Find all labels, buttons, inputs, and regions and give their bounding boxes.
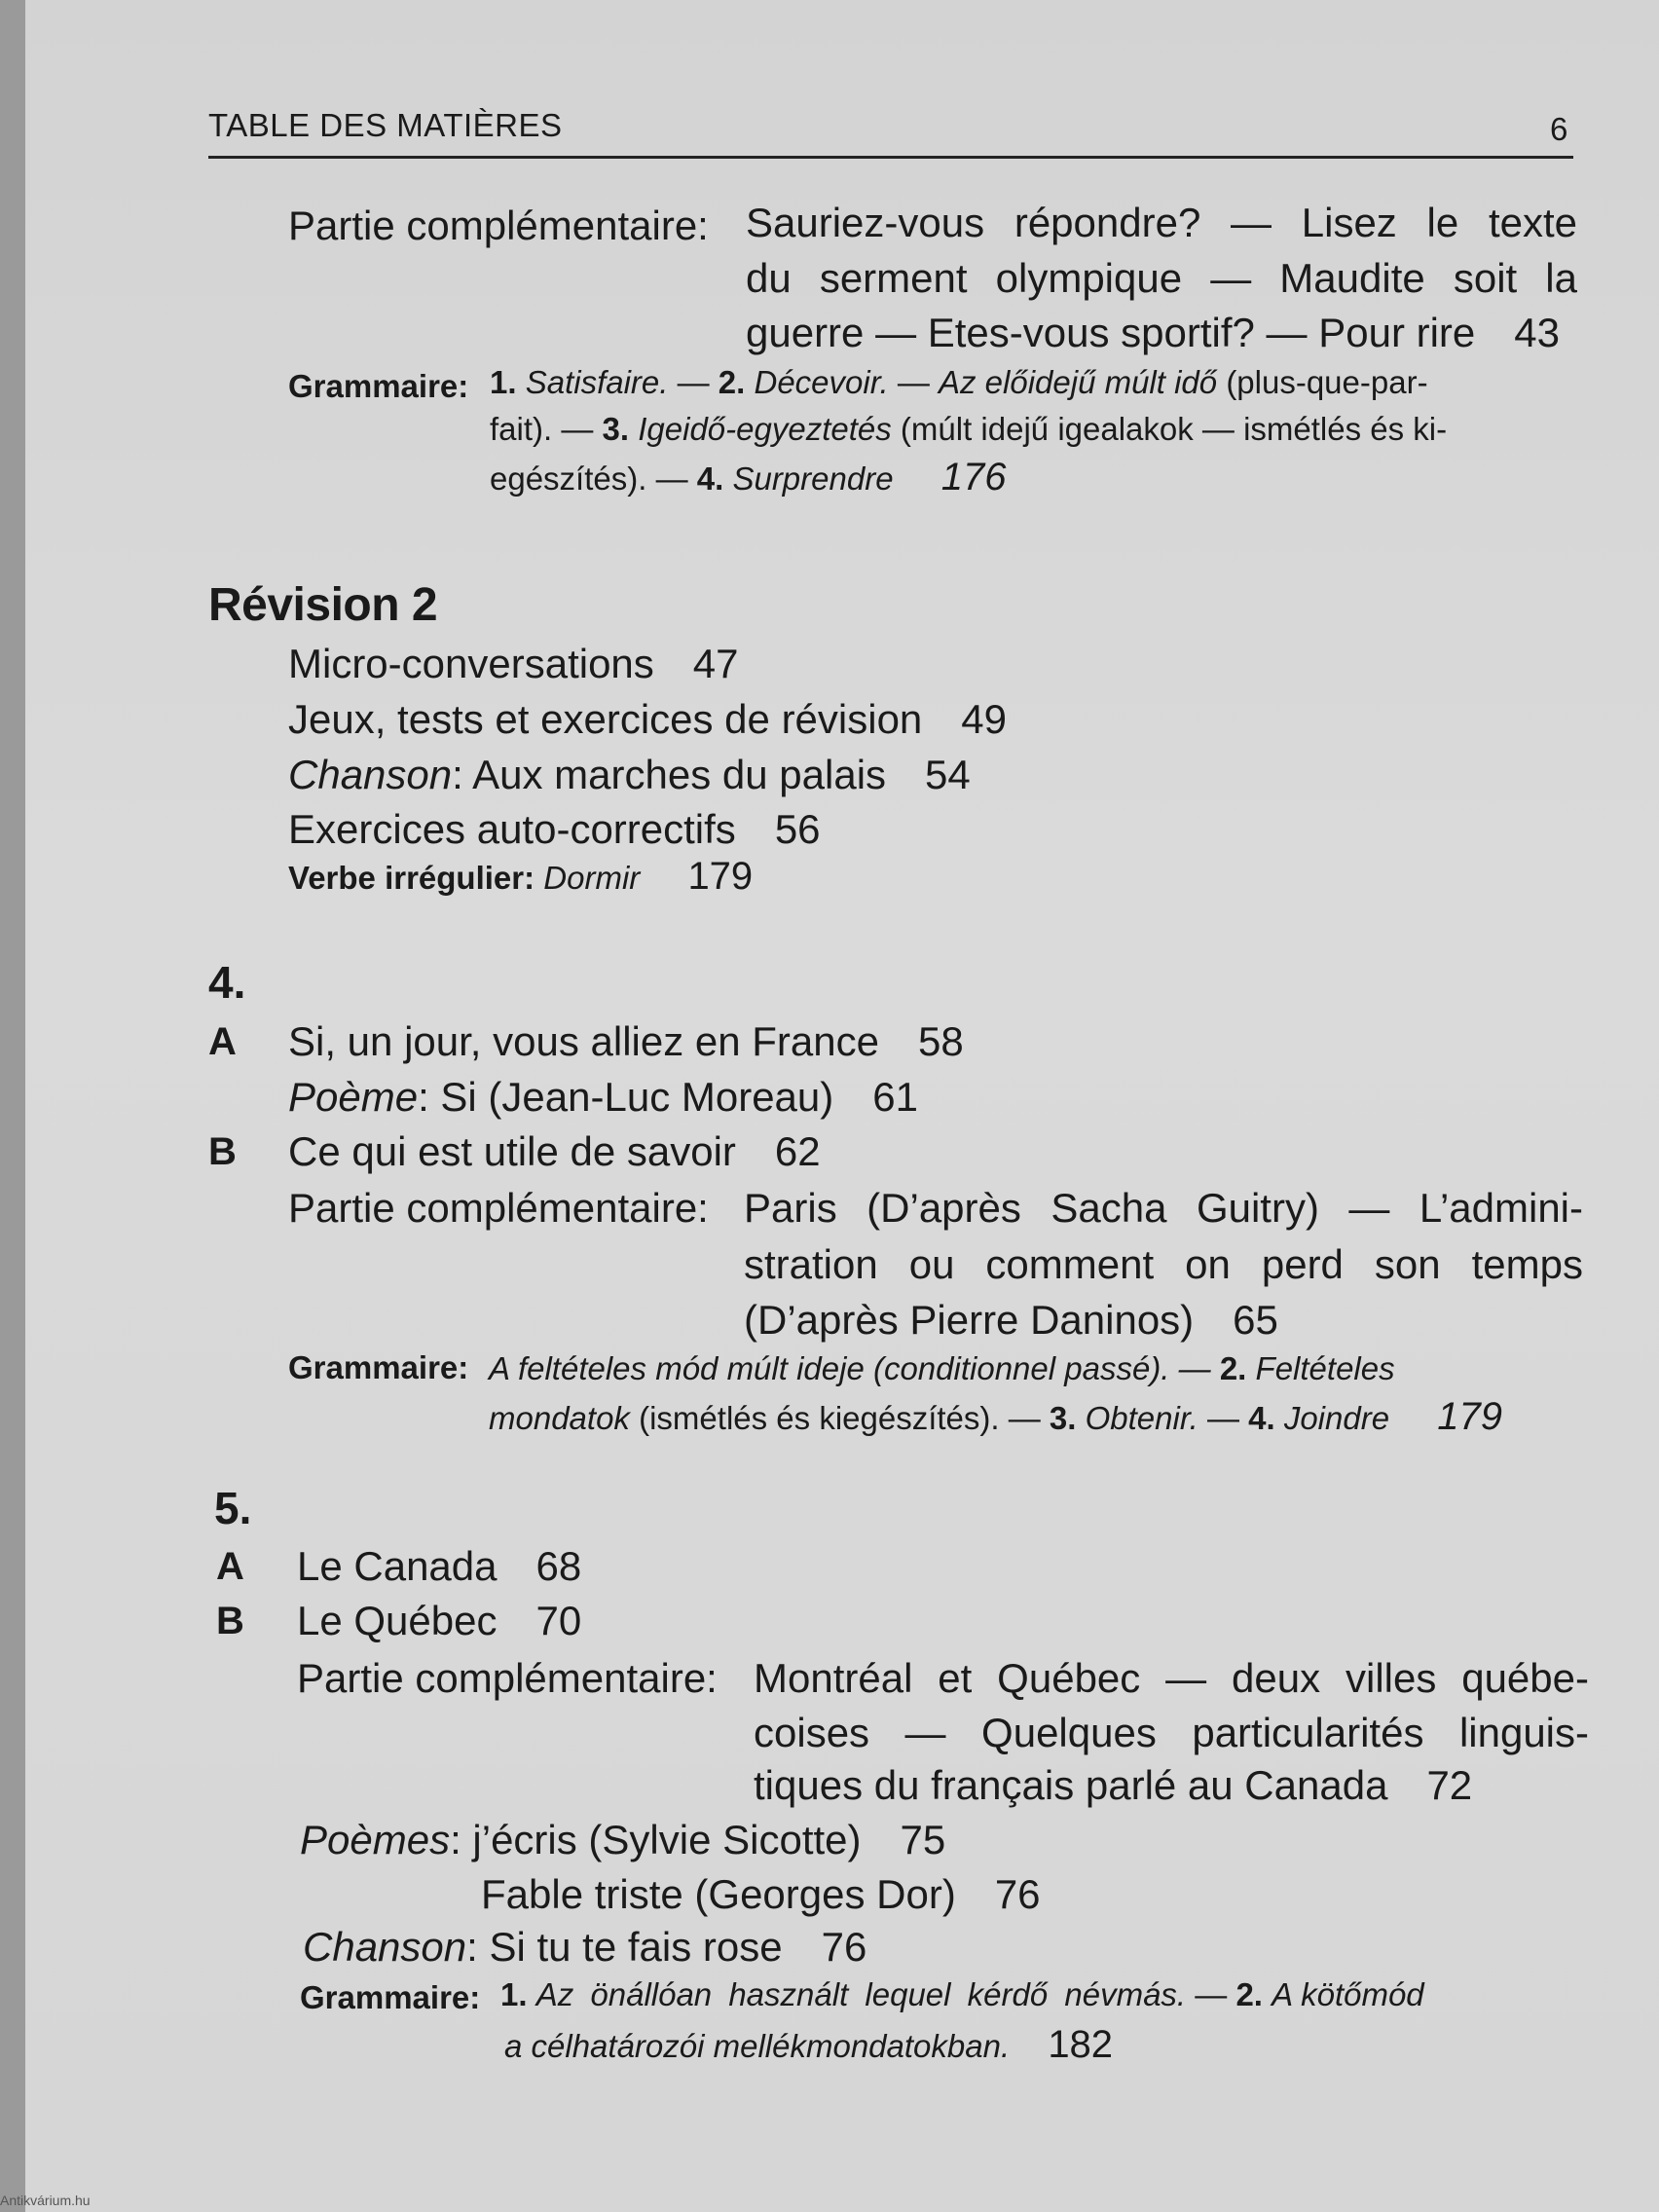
toc-page-number: 68 bbox=[535, 1543, 582, 1589]
toc-entry bbox=[288, 1074, 918, 1121]
toc-text-line: coises — Quelques particularités linguis- bbox=[754, 1710, 1589, 1755]
toc-text: Micro-conversations bbox=[288, 641, 654, 686]
grammar-topic: Igeidő-egyeztetés bbox=[638, 411, 892, 447]
toc-page-number: 179 bbox=[1437, 1395, 1502, 1438]
toc-page-number: 176 bbox=[940, 456, 1007, 498]
partie-complementaire-label: Partie complémentaire: bbox=[297, 1655, 718, 1701]
item-number: 1. bbox=[500, 1976, 528, 2012]
toc-page-number: 179 bbox=[687, 855, 754, 898]
verbe-irregulier bbox=[288, 855, 753, 899]
toc-text: Ce qui est utile de savoir bbox=[288, 1128, 736, 1174]
separator: — bbox=[1206, 1400, 1239, 1436]
toc-entry bbox=[288, 806, 821, 853]
grammaire-label: Grammaire: bbox=[288, 368, 469, 404]
section-letter: B bbox=[216, 1600, 244, 1642]
item-number: 4. bbox=[696, 461, 724, 497]
toc-text-line bbox=[744, 1297, 1278, 1344]
separator: — bbox=[1195, 1976, 1228, 2012]
toc-text: : Si (Jean-Luc Moreau) bbox=[418, 1074, 834, 1120]
grammar-note: egészítés). — bbox=[490, 461, 688, 497]
toc-text: (D’après Pierre Daninos) bbox=[744, 1297, 1195, 1343]
toc-page-number: 58 bbox=[918, 1018, 964, 1064]
grammar-topic: Obtenir. bbox=[1085, 1400, 1198, 1436]
toc-genre: Poèmes bbox=[300, 1817, 451, 1862]
toc-entry bbox=[288, 1128, 821, 1175]
grammar-topic: Az előidejű múlt idő bbox=[938, 364, 1218, 400]
toc-text-line: du serment olympique — Maudite soit la bbox=[746, 255, 1577, 301]
toc-text-line: stration ou comment on perd son temps bbox=[744, 1241, 1583, 1287]
unit-number: 5. bbox=[214, 1483, 252, 1533]
toc-page-number: 76 bbox=[821, 1924, 867, 1970]
toc-page-number: 70 bbox=[535, 1598, 582, 1643]
grammar-topic: mondatok bbox=[489, 1400, 630, 1436]
toc-text-line: Paris (D’après Sacha Guitry) — L’admini- bbox=[744, 1185, 1583, 1231]
separator: — bbox=[677, 364, 710, 400]
section-letter: A bbox=[208, 1020, 237, 1063]
toc-text: Le Canada bbox=[297, 1543, 498, 1589]
toc-entry bbox=[297, 1543, 581, 1590]
verbe-name: Dormir bbox=[543, 860, 641, 896]
grammar-note: (múlt idejű igealakok — ismétlés és ki- bbox=[900, 411, 1448, 447]
toc-genre: Chanson bbox=[288, 752, 453, 797]
grammaire-line bbox=[500, 1976, 1424, 2013]
separator: — bbox=[897, 364, 930, 400]
grammar-topic: Satisfaire. bbox=[525, 364, 669, 400]
section-letter: A bbox=[216, 1545, 244, 1588]
book-spine-shadow bbox=[0, 0, 25, 2212]
toc-text: : Si tu te fais rose bbox=[466, 1924, 783, 1970]
grammar-note: (plus-que-par- bbox=[1226, 364, 1428, 400]
grammar-topic: a célhatározói mellékmondatokban. bbox=[504, 2028, 1011, 2064]
toc-page-number: 76 bbox=[994, 1871, 1041, 1917]
grammaire-line bbox=[489, 1395, 1502, 1439]
section-letter: B bbox=[208, 1130, 237, 1173]
item-number: 1. bbox=[490, 364, 517, 400]
toc-genre: Chanson bbox=[303, 1924, 467, 1970]
toc-page-number: 182 bbox=[1048, 2023, 1114, 2066]
header-rule bbox=[208, 156, 1573, 159]
toc-page-number: 75 bbox=[900, 1817, 946, 1862]
item-number: 2. bbox=[718, 364, 746, 400]
verbe-label: Verbe irrégulier: bbox=[288, 860, 535, 896]
grammar-topic: Surprendre bbox=[732, 461, 894, 497]
toc-text: Si, un jour, vous alliez en France bbox=[288, 1018, 879, 1064]
toc-entry bbox=[288, 696, 1007, 743]
grammar-topic: Feltételes bbox=[1255, 1350, 1395, 1386]
toc-page-number: 56 bbox=[774, 806, 821, 852]
partie-complementaire-label: Partie complémentaire: bbox=[288, 203, 709, 248]
toc-text-line: Sauriez-vous répondre? — Lisez le texte bbox=[746, 200, 1577, 245]
grammar-note: fait). — bbox=[490, 411, 594, 447]
grammar-topic: Décevoir. bbox=[754, 364, 889, 400]
grammaire-label: Grammaire: bbox=[300, 1979, 481, 2015]
toc-text-line bbox=[754, 1762, 1472, 1809]
grammaire-line bbox=[504, 2023, 1113, 2067]
toc-page-number: 47 bbox=[692, 641, 739, 686]
grammaire-line bbox=[490, 364, 1428, 401]
revision-heading: Révision 2 bbox=[208, 579, 438, 631]
grammar-topic: Az önállóan használt lequel kérdő névmás. bbox=[535, 1976, 1187, 2012]
item-number: 3. bbox=[1049, 1400, 1077, 1436]
toc-text-line bbox=[746, 310, 1560, 356]
toc-text: Jeux, tests et exercices de révision bbox=[288, 696, 923, 742]
watermark: Antikvárium.hu bbox=[0, 2193, 91, 2208]
toc-page-number: 49 bbox=[961, 696, 1008, 742]
grammar-topic: A feltételes mód múlt ideje (conditionnel passé). — bbox=[489, 1350, 1211, 1386]
toc-entry bbox=[300, 1817, 945, 1863]
toc-entry bbox=[288, 641, 739, 687]
toc-entry bbox=[288, 752, 971, 798]
toc-entry bbox=[481, 1871, 1041, 1918]
item-number: 3. bbox=[602, 411, 630, 447]
toc-genre: Poème bbox=[288, 1074, 419, 1120]
toc-text: tiques du français parlé au Canada bbox=[754, 1762, 1388, 1808]
grammaire-label: Grammaire: bbox=[288, 1349, 469, 1385]
toc-page-number: 62 bbox=[774, 1128, 821, 1174]
item-number: 2. bbox=[1219, 1350, 1247, 1386]
grammar-topic: Joindre bbox=[1283, 1400, 1390, 1436]
unit-number: 4. bbox=[208, 957, 246, 1008]
toc-page-number: 54 bbox=[925, 752, 971, 797]
item-number: 4. bbox=[1248, 1400, 1275, 1436]
toc-text: guerre — Etes-vous sportif? — Pour rire bbox=[746, 310, 1476, 355]
toc-page-number: 61 bbox=[872, 1074, 918, 1120]
grammaire-line bbox=[489, 1350, 1395, 1387]
toc-page-number: 72 bbox=[1426, 1762, 1473, 1808]
grammar-note: (ismétlés és kiegészítés). — bbox=[639, 1400, 1041, 1436]
toc-text: Exercices auto-correctifs bbox=[288, 806, 736, 852]
toc-text: : Aux marches du palais bbox=[452, 752, 887, 797]
partie-complementaire-label: Partie complémentaire: bbox=[288, 1185, 709, 1231]
page-number: 6 bbox=[1550, 111, 1568, 147]
toc-entry bbox=[303, 1924, 866, 1971]
toc-text-line: Montréal et Québec — deux villes québe- bbox=[754, 1655, 1589, 1701]
grammaire-line bbox=[490, 456, 1006, 499]
item-number: 2. bbox=[1235, 1976, 1263, 2012]
toc-text: Le Québec bbox=[297, 1598, 498, 1643]
toc-page-number: 43 bbox=[1514, 310, 1560, 355]
page-header-title: TABLE DES MATIÈRES bbox=[208, 107, 563, 143]
grammar-topic: A kötőmód bbox=[1272, 1976, 1424, 2012]
toc-page-number: 65 bbox=[1233, 1297, 1278, 1343]
toc-entry bbox=[288, 1018, 964, 1065]
grammaire-line bbox=[490, 411, 1447, 448]
toc-text: Fable triste (Georges Dor) bbox=[481, 1871, 956, 1917]
toc-text: : j’écris (Sylvie Sicotte) bbox=[450, 1817, 862, 1862]
toc-entry bbox=[297, 1598, 581, 1644]
